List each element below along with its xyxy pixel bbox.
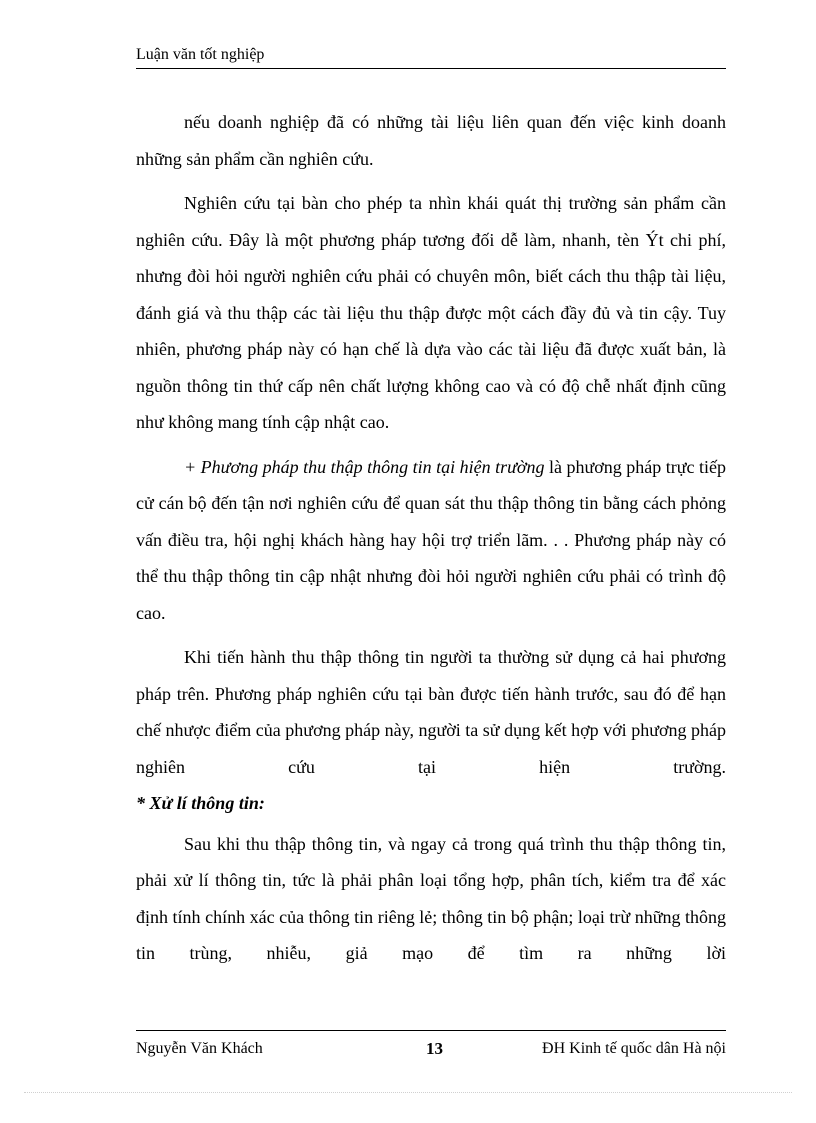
header-title: Luận văn tốt nghiệp bbox=[136, 46, 265, 63]
footer-author: Nguyễn Văn Khách bbox=[136, 1040, 263, 1057]
page-boundary-line bbox=[24, 1092, 792, 1093]
section-heading: * Xử lí thông tin: bbox=[136, 793, 265, 813]
page-number: 13 bbox=[426, 1039, 443, 1058]
paragraph-4: Khi tiến hành thu thập thông tin người ta thường sử dụng cả hai phương pháp trên. Phương pháp nghiên cứu tại bàn được tiến hành trước, sau đó để hạn chế nhược điểm của phương pháp này, người ta sử dụng kết hợp với phương pháp nghiên cứu tại hiện trường. bbox=[136, 647, 726, 777]
method-term: + Phương pháp thu thập thông tin tại hiện trường bbox=[184, 456, 545, 477]
paragraph-2: Nghiên cứu tại bàn cho phép ta nhìn khái quát thị trường sản phẩm cần nghiên cứu. Đây là một phương pháp tương đối dễ làm, nhanh, tèn Ýt chi phí, nhưng đòi hỏi người nghiên cứu phải có chuyên môn, biết cách thu thập tài liệu, đánh giá và thu thập các tài liệu thu thập được một cách đầy đủ và tin cậy. Tuy nhiên, phương pháp này có hạn chế là dựa vào các tài liệu đã được xuất bản, là nguồn thông tin thứ cấp nên chất lượng không cao và có độ chễ nhất định cũng như không mang tính cập nhật cao. bbox=[136, 193, 726, 432]
paragraph-3 bbox=[136, 449, 726, 632]
footer-divider bbox=[136, 1030, 726, 1031]
page-body bbox=[136, 104, 726, 972]
paragraph-5: Sau khi thu thập thông tin, và ngay cả trong quá trình thu thập thông tin, phải xử lí thông tin, tức là phải phân loại tổng hợp, phân tích, kiểm tra để xác định tính chính xác của thông tin riêng lẻ; thông tin bộ phận; loại trừ những thông tin trùng, nhiễu, giả mạo để tìm ra những lời bbox=[136, 833, 726, 963]
header-divider bbox=[136, 68, 726, 69]
footer-university: ĐH Kinh tế quốc dân Hà nội bbox=[542, 1040, 726, 1057]
running-footer bbox=[136, 1038, 726, 1062]
paragraph-1: nếu doanh nghiệp đã có những tài liệu liên quan đến việc kinh doanh những sản phẩm cần nghiên cứu. bbox=[136, 112, 726, 169]
running-header bbox=[136, 44, 726, 66]
paragraph-3-text: là phương pháp trực tiếp cử cán bộ đến tận nơi nghiên cứu để quan sát thu thập thông tin bằng cách phỏng vấn điều tra, hội nghị khách hàng hay hội trợ triển lãm. . . Phương pháp này có thể thu thập thông tin cập nhật nhưng đòi hỏi người nghiên cứu phải có trình độ cao. bbox=[136, 456, 726, 623]
